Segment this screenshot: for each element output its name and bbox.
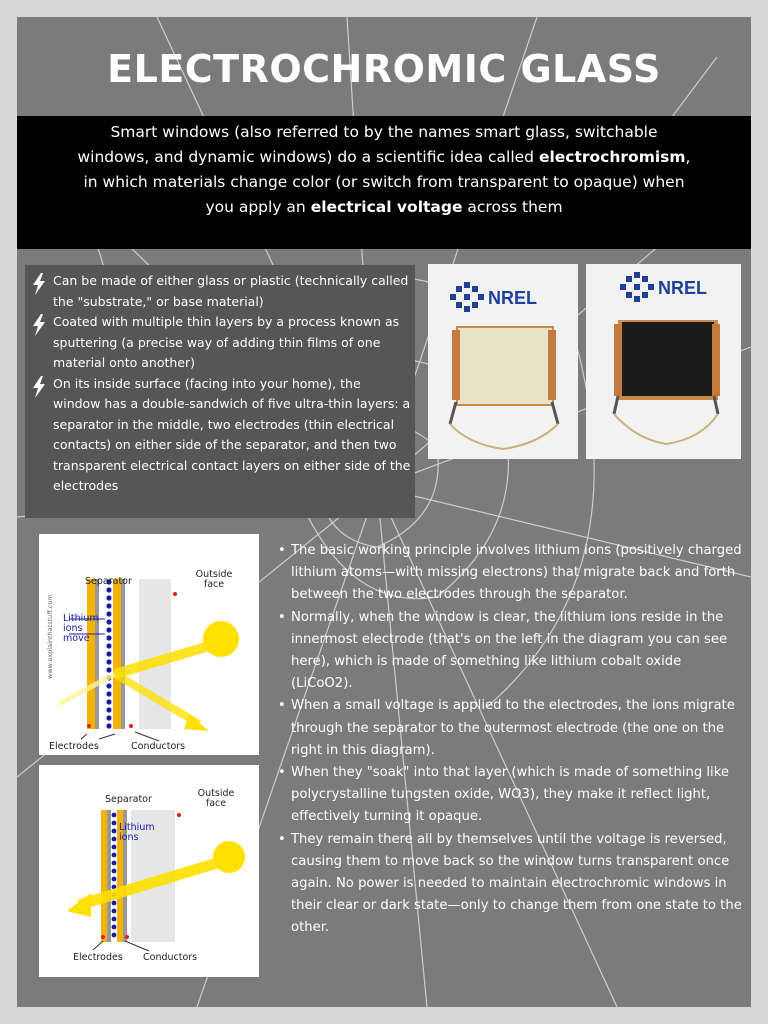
label-lithium-ions: Lithium ions move — [63, 613, 99, 644]
photo-dark-window — [586, 264, 741, 459]
list-item: • The basic working principle involves lithium ions (positively charged lithium atoms—with missing electrons) that migrate back and forth between the two electrodes through the separator. — [276, 540, 744, 607]
nrel-logo-text: NREL — [658, 278, 707, 298]
label-electrodes: Electrodes — [49, 741, 99, 752]
photo-clear-window — [428, 264, 578, 459]
label-separator: Separator — [85, 576, 132, 587]
list-item: • When they "soak" into that layer (which is made of something like polycrystalline tungsten oxide, WO3), they make it reflect light, effectively turning it opaque. — [276, 762, 744, 829]
feature-item — [31, 312, 411, 374]
sun-icon — [203, 621, 239, 657]
diagram-ions-moving — [39, 534, 259, 755]
label-outside-face: Outside face — [195, 569, 233, 590]
feature-item — [31, 271, 411, 312]
nrel-logo-icon — [450, 282, 537, 312]
list-item: • Normally, when the window is clear, the lithium ions reside in the innermost electrode (that's on the left in the diagram you can see here), which is made of something like lithium cobalt oxide (LiCoO2). — [276, 607, 744, 696]
intro-bold-electrochromism: electrochromism — [538, 148, 686, 166]
intro-banner — [17, 116, 751, 249]
feature-item — [31, 374, 411, 497]
feature-text: Coated with multiple thin layers by a process known as sputtering (a precise way of adding thin films of one material onto another) — [53, 314, 400, 370]
label-credit: www.explainthatstuff.com — [46, 594, 54, 679]
page-title: ELECTROCHROMIC GLASS — [107, 47, 661, 91]
intro-text-2: , in which materials change color (or switch from transparent to opaque) when you apply an — [83, 148, 691, 216]
label-conductors: Conductors — [143, 952, 198, 963]
label-separator: Separator — [105, 794, 152, 805]
label-electrodes: Electrodes — [73, 952, 123, 963]
lightning-icon — [32, 273, 46, 295]
lithium-ions — [112, 813, 117, 938]
label-conductors: Conductors — [131, 741, 186, 752]
nrel-logo-text: NREL — [488, 288, 537, 308]
list-item: • When a small voltage is applied to the electrodes, the ions migrate through the separator to the outermost electrode (the one on the right in this diagram). — [276, 695, 744, 762]
intro-text-1: Smart windows (also referred to by the names smart glass, switchable windows, and dynamic windows) do a scientific idea called — [77, 123, 658, 166]
intro-bold-voltage: electrical voltage — [310, 198, 463, 216]
lightning-icon — [32, 314, 46, 336]
feature-text: On its inside surface (facing into your home), the window has a double-sandwich of five ultra-thin layers: a separator in the middle, two electrodes (thin electrical contacts) on either side of the separator, and then two transparent electrical contact layers on either side of the electrodes — [53, 375, 411, 493]
features-box — [25, 265, 415, 518]
label-outside-face: Outside face — [197, 788, 235, 809]
list-item: • They remain there all by themselves until the voltage is reversed, causing them to move back so the window turns transparent once again. No power is needed to maintain electrochromic windows in their clear or dark state—only to change them from one state to the other. — [276, 829, 744, 940]
working-principle-list — [276, 540, 744, 940]
poster — [17, 17, 751, 1007]
lightning-icon — [32, 376, 46, 398]
intro-text-3: across them — [462, 198, 563, 216]
feature-text: Can be made of either glass or plastic (technically called the "substrate," or base material) — [53, 273, 409, 309]
lithium-ions — [106, 579, 111, 728]
diagram-ions-settled — [39, 765, 259, 977]
label-lithium-ions: Lithium ions — [119, 822, 155, 843]
nrel-logo-icon — [620, 272, 707, 302]
